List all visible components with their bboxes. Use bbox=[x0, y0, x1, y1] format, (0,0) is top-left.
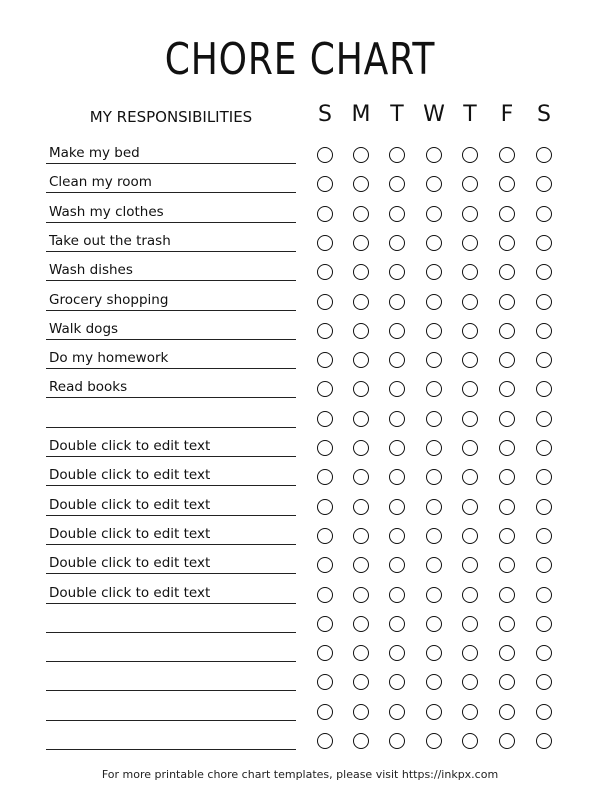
check-circle[interactable] bbox=[389, 381, 405, 397]
check-circle[interactable] bbox=[353, 381, 369, 397]
check-circle[interactable] bbox=[536, 616, 552, 632]
chore-label: Double click to edit text bbox=[49, 467, 211, 484]
check-circle[interactable] bbox=[536, 587, 552, 603]
check-circle[interactable] bbox=[499, 176, 515, 192]
check-circle[interactable] bbox=[536, 323, 552, 339]
check-circle[interactable] bbox=[389, 616, 405, 632]
chore-label: Clean my room bbox=[49, 174, 152, 191]
check-circle[interactable] bbox=[462, 206, 478, 222]
check-circle[interactable] bbox=[499, 557, 515, 573]
check-circle[interactable] bbox=[317, 294, 333, 310]
page-title: CHORE CHART bbox=[164, 34, 436, 85]
check-circle[interactable] bbox=[389, 147, 405, 163]
check-circle[interactable] bbox=[353, 264, 369, 280]
check-circle[interactable] bbox=[353, 440, 369, 456]
check-circle[interactable] bbox=[389, 704, 405, 720]
check-circle[interactable] bbox=[426, 381, 442, 397]
check-circle[interactable] bbox=[389, 411, 405, 427]
check-circle[interactable] bbox=[317, 499, 333, 515]
check-circle[interactable] bbox=[317, 264, 333, 280]
chore-label: Take out the trash bbox=[49, 232, 171, 249]
check-circle[interactable] bbox=[499, 499, 515, 515]
check-circle[interactable] bbox=[353, 176, 369, 192]
check-circle[interactable] bbox=[353, 557, 369, 573]
chore-row bbox=[0, 287, 600, 316]
check-circle[interactable] bbox=[317, 381, 333, 397]
day-header: F bbox=[500, 102, 514, 127]
chore-line[interactable] bbox=[46, 550, 296, 574]
check-circle[interactable] bbox=[353, 528, 369, 544]
check-circle[interactable] bbox=[462, 674, 478, 690]
check-circle[interactable] bbox=[499, 528, 515, 544]
check-circle[interactable] bbox=[317, 616, 333, 632]
chore-label: Wash dishes bbox=[49, 262, 133, 279]
footer-note: For more printable chore chart templates, please visit https://inkpx.com bbox=[101, 768, 499, 781]
chore-row bbox=[0, 257, 600, 286]
check-circle[interactable] bbox=[317, 528, 333, 544]
check-circle[interactable] bbox=[317, 674, 333, 690]
check-circle[interactable] bbox=[389, 176, 405, 192]
check-circle[interactable] bbox=[353, 645, 369, 661]
check-circle[interactable] bbox=[317, 440, 333, 456]
check-circle[interactable] bbox=[426, 528, 442, 544]
check-circle[interactable] bbox=[426, 616, 442, 632]
check-circle[interactable] bbox=[426, 352, 442, 368]
chore-row bbox=[0, 169, 600, 198]
chore-label: Wash my clothes bbox=[49, 203, 164, 220]
chore-row bbox=[0, 667, 600, 696]
check-circle[interactable] bbox=[426, 264, 442, 280]
check-circle[interactable] bbox=[462, 352, 478, 368]
check-circle[interactable] bbox=[426, 704, 442, 720]
check-circle[interactable] bbox=[499, 469, 515, 485]
check-circle[interactable] bbox=[499, 206, 515, 222]
check-circle[interactable] bbox=[317, 469, 333, 485]
chore-row bbox=[0, 316, 600, 345]
check-circle[interactable] bbox=[317, 147, 333, 163]
chore-row bbox=[0, 462, 600, 491]
check-circle[interactable] bbox=[462, 235, 478, 251]
check-circle[interactable] bbox=[426, 557, 442, 573]
check-circle[interactable] bbox=[462, 264, 478, 280]
chore-line[interactable] bbox=[46, 521, 296, 545]
chore-label: Read books bbox=[49, 379, 128, 396]
check-circle[interactable] bbox=[462, 587, 478, 603]
check-circle[interactable] bbox=[536, 645, 552, 661]
chore-label: Double click to edit text bbox=[49, 584, 211, 601]
check-circle[interactable] bbox=[389, 557, 405, 573]
check-circle[interactable] bbox=[499, 294, 515, 310]
check-circle[interactable] bbox=[536, 176, 552, 192]
chore-line[interactable] bbox=[46, 345, 296, 369]
chore-row bbox=[0, 140, 600, 169]
check-circle[interactable] bbox=[317, 352, 333, 368]
check-circle[interactable] bbox=[389, 469, 405, 485]
check-circle[interactable] bbox=[462, 557, 478, 573]
check-circle[interactable] bbox=[426, 294, 442, 310]
check-circle[interactable] bbox=[426, 674, 442, 690]
check-circle[interactable] bbox=[389, 294, 405, 310]
check-circle[interactable] bbox=[462, 147, 478, 163]
check-circle[interactable] bbox=[426, 235, 442, 251]
chore-label: Double click to edit text bbox=[49, 555, 211, 572]
day-header: T bbox=[463, 102, 477, 127]
chore-row bbox=[0, 404, 600, 433]
chore-row bbox=[0, 228, 600, 257]
check-circle[interactable] bbox=[536, 528, 552, 544]
check-circle[interactable] bbox=[426, 499, 442, 515]
check-circle[interactable] bbox=[353, 587, 369, 603]
chore-label: Double click to edit text bbox=[49, 525, 211, 542]
check-circle[interactable] bbox=[317, 704, 333, 720]
check-circle[interactable] bbox=[426, 645, 442, 661]
check-circle[interactable] bbox=[536, 704, 552, 720]
check-circle[interactable] bbox=[499, 645, 515, 661]
check-circle[interactable] bbox=[426, 411, 442, 427]
check-circle[interactable] bbox=[536, 264, 552, 280]
check-circle[interactable] bbox=[499, 587, 515, 603]
day-header: S bbox=[318, 102, 332, 127]
check-circle[interactable] bbox=[389, 352, 405, 368]
chore-line[interactable] bbox=[46, 316, 296, 340]
check-circle[interactable] bbox=[389, 674, 405, 690]
check-circle[interactable] bbox=[462, 323, 478, 339]
check-circle[interactable] bbox=[462, 176, 478, 192]
check-circle[interactable] bbox=[426, 469, 442, 485]
check-circle[interactable] bbox=[389, 528, 405, 544]
check-circle[interactable] bbox=[426, 440, 442, 456]
chore-row bbox=[0, 726, 600, 755]
check-circle[interactable] bbox=[317, 323, 333, 339]
chore-row bbox=[0, 199, 600, 228]
check-circle[interactable] bbox=[462, 499, 478, 515]
chore-row bbox=[0, 345, 600, 374]
check-circle[interactable] bbox=[426, 733, 442, 749]
check-circle[interactable] bbox=[536, 206, 552, 222]
chore-line[interactable] bbox=[46, 287, 296, 311]
check-circle[interactable] bbox=[499, 381, 515, 397]
chore-label: Double click to edit text bbox=[49, 496, 211, 513]
check-circle[interactable] bbox=[353, 323, 369, 339]
check-circle[interactable] bbox=[462, 411, 478, 427]
chore-label: Do my homework bbox=[49, 350, 169, 367]
check-circle[interactable] bbox=[353, 235, 369, 251]
check-circle[interactable] bbox=[353, 733, 369, 749]
check-circle[interactable] bbox=[536, 733, 552, 749]
check-circle[interactable] bbox=[426, 176, 442, 192]
chore-line[interactable] bbox=[46, 462, 296, 486]
check-circle[interactable] bbox=[536, 352, 552, 368]
check-circle[interactable] bbox=[317, 587, 333, 603]
check-circle[interactable] bbox=[353, 352, 369, 368]
check-circle[interactable] bbox=[536, 469, 552, 485]
check-circle[interactable] bbox=[317, 645, 333, 661]
check-circle[interactable] bbox=[389, 264, 405, 280]
check-circle[interactable] bbox=[536, 557, 552, 573]
check-circle[interactable] bbox=[317, 176, 333, 192]
chore-row bbox=[0, 697, 600, 726]
check-circle[interactable] bbox=[499, 440, 515, 456]
chore-row bbox=[0, 521, 600, 550]
day-header: W bbox=[423, 102, 445, 127]
chore-line[interactable] bbox=[46, 726, 296, 750]
check-circle[interactable] bbox=[353, 206, 369, 222]
check-circle[interactable] bbox=[536, 674, 552, 690]
check-circle[interactable] bbox=[389, 733, 405, 749]
chore-line[interactable] bbox=[46, 140, 296, 164]
check-circle[interactable] bbox=[536, 440, 552, 456]
chore-row bbox=[0, 433, 600, 462]
check-circle[interactable] bbox=[499, 264, 515, 280]
chore-row bbox=[0, 609, 600, 638]
check-circle[interactable] bbox=[389, 645, 405, 661]
check-circle[interactable] bbox=[462, 528, 478, 544]
check-circle[interactable] bbox=[462, 469, 478, 485]
check-circle[interactable] bbox=[499, 616, 515, 632]
check-circle[interactable] bbox=[389, 235, 405, 251]
check-circle[interactable] bbox=[499, 352, 515, 368]
chore-line[interactable] bbox=[46, 638, 296, 662]
check-circle[interactable] bbox=[536, 235, 552, 251]
check-circle[interactable] bbox=[353, 616, 369, 632]
responsibilities-header: MY RESPONSIBILITIES bbox=[89, 108, 253, 126]
chore-row bbox=[0, 374, 600, 403]
check-circle[interactable] bbox=[353, 704, 369, 720]
check-circle[interactable] bbox=[426, 587, 442, 603]
check-circle[interactable] bbox=[353, 674, 369, 690]
check-circle[interactable] bbox=[462, 645, 478, 661]
check-circle[interactable] bbox=[462, 440, 478, 456]
chore-label: Make my bed bbox=[49, 145, 140, 161]
chore-line[interactable] bbox=[46, 580, 296, 604]
check-circle[interactable] bbox=[499, 235, 515, 251]
check-circle[interactable] bbox=[353, 147, 369, 163]
chore-row bbox=[0, 638, 600, 667]
check-circle[interactable] bbox=[499, 674, 515, 690]
chore-line[interactable] bbox=[46, 404, 296, 428]
check-circle[interactable] bbox=[317, 411, 333, 427]
chore-line[interactable] bbox=[46, 609, 296, 633]
check-circle[interactable] bbox=[389, 323, 405, 339]
check-circle[interactable] bbox=[317, 235, 333, 251]
check-circle[interactable] bbox=[499, 323, 515, 339]
check-circle[interactable] bbox=[536, 499, 552, 515]
check-circle[interactable] bbox=[499, 733, 515, 749]
check-circle[interactable] bbox=[536, 294, 552, 310]
check-circle[interactable] bbox=[353, 499, 369, 515]
check-circle[interactable] bbox=[462, 704, 478, 720]
chore-line[interactable] bbox=[46, 697, 296, 721]
check-circle[interactable] bbox=[426, 323, 442, 339]
check-circle[interactable] bbox=[389, 206, 405, 222]
day-header: S bbox=[537, 102, 551, 127]
chore-row bbox=[0, 580, 600, 609]
day-header: M bbox=[351, 102, 371, 127]
check-circle[interactable] bbox=[462, 294, 478, 310]
check-circle[interactable] bbox=[536, 147, 552, 163]
check-circle[interactable] bbox=[462, 381, 478, 397]
chore-line[interactable] bbox=[46, 199, 296, 223]
check-circle[interactable] bbox=[426, 147, 442, 163]
chore-label: Double click to edit text bbox=[49, 438, 211, 454]
check-circle[interactable] bbox=[317, 557, 333, 573]
check-circle[interactable] bbox=[536, 381, 552, 397]
check-circle[interactable] bbox=[353, 411, 369, 427]
chore-label: Walk dogs bbox=[49, 320, 119, 337]
chore-line[interactable] bbox=[46, 667, 296, 691]
chore-line[interactable] bbox=[46, 228, 296, 252]
chore-row bbox=[0, 492, 600, 521]
check-circle[interactable] bbox=[389, 587, 405, 603]
chore-line[interactable] bbox=[46, 169, 296, 193]
chore-line[interactable] bbox=[46, 374, 296, 398]
day-header: T bbox=[390, 102, 404, 127]
check-circle[interactable] bbox=[426, 206, 442, 222]
check-circle[interactable] bbox=[353, 294, 369, 310]
check-circle[interactable] bbox=[462, 733, 478, 749]
check-circle[interactable] bbox=[499, 411, 515, 427]
chore-label: Grocery shopping bbox=[49, 291, 169, 308]
chore-line[interactable] bbox=[46, 433, 296, 457]
chore-line[interactable] bbox=[46, 257, 296, 281]
check-circle[interactable] bbox=[389, 440, 405, 456]
check-circle[interactable] bbox=[499, 147, 515, 163]
check-circle[interactable] bbox=[389, 499, 405, 515]
check-circle[interactable] bbox=[317, 733, 333, 749]
check-circle[interactable] bbox=[462, 616, 478, 632]
check-circle[interactable] bbox=[536, 411, 552, 427]
check-circle[interactable] bbox=[317, 206, 333, 222]
check-circle[interactable] bbox=[499, 704, 515, 720]
chore-row bbox=[0, 550, 600, 579]
check-circle[interactable] bbox=[353, 469, 369, 485]
chore-line[interactable] bbox=[46, 492, 296, 516]
